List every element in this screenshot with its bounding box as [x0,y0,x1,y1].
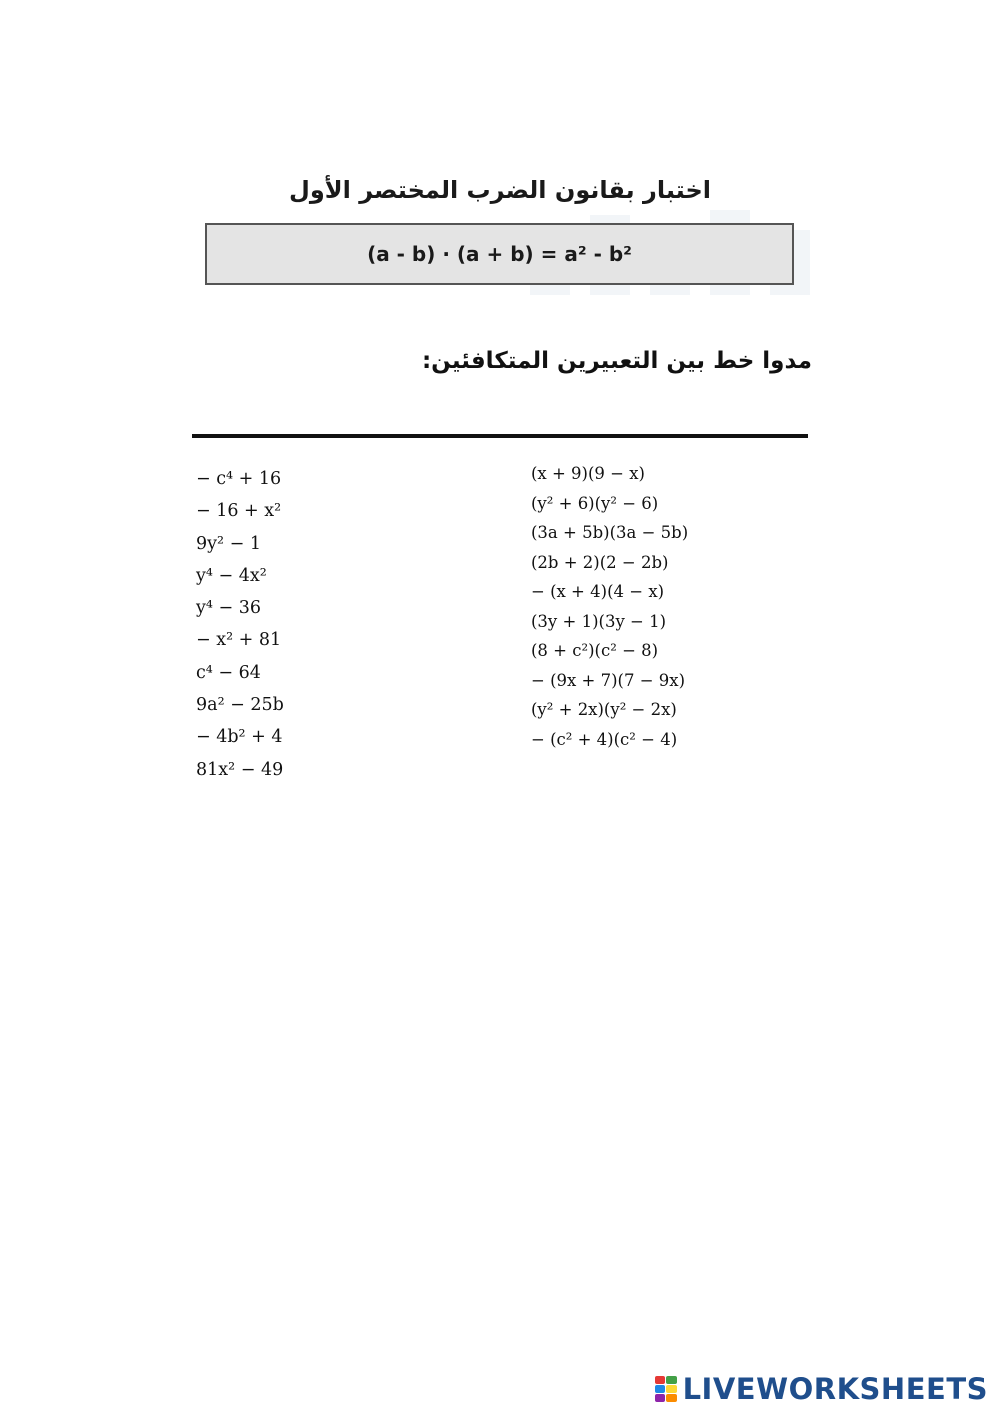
right-expression[interactable]: (3a + 5b)(3a − 5b) [531,523,689,542]
left-expression[interactable]: 9a² − 25b [196,695,284,716]
badge-cell [666,1376,677,1384]
left-expression[interactable]: y⁴ − 36 [196,598,261,619]
right-expression[interactable]: − (c² + 4)(c² − 4) [531,729,678,749]
left-expression[interactable]: y⁴ − 4x² [196,565,267,586]
left-expression[interactable]: − x² + 81 [196,630,282,651]
right-expression[interactable]: (2b + 2)(2 − 2b) [531,552,669,572]
badge-cell [666,1394,677,1402]
page-title: اختبار بقانون الضرب المختصر الأول [289,176,711,205]
right-expression-list [531,462,688,757]
left-expression[interactable]: 9y² − 1 [196,533,261,554]
left-expression[interactable]: − c⁴ + 16 [196,469,282,489]
liveworksheets-badge-icon [655,1376,677,1402]
left-expression[interactable]: − 16 + x² [196,501,282,522]
left-expression[interactable]: − 4b² + 4 [196,727,283,748]
badge-cell [655,1376,666,1384]
divider-line [192,434,808,438]
left-expression[interactable]: 81x² − 49 [196,759,284,780]
right-expression[interactable]: (y² + 2x)(y² − 2x) [531,700,677,719]
liveworksheets-logo [655,1372,988,1406]
left-expression[interactable]: c⁴ − 64 [196,662,261,683]
badge-cell [655,1385,666,1393]
left-expression-list [196,466,284,789]
right-expression[interactable]: (3y + 1)(3y − 1) [531,611,667,631]
badge-cell [666,1385,677,1393]
right-expression[interactable]: (y² + 6)(y² − 6) [531,493,659,513]
liveworksheets-text: LIVEWORKSHEETS [682,1372,988,1406]
formula-text: (a - b) · (a + b) = a² - b² [367,242,632,266]
right-expression[interactable]: − (x + 4)(4 − x) [531,582,665,601]
right-expression[interactable]: (8 + c²)(c² − 8) [531,641,659,660]
right-expression[interactable]: (x + 9)(9 − x) [531,464,645,483]
right-expression[interactable]: − (9x + 7)(7 − 9x) [531,670,686,690]
formula-box [205,223,794,285]
instruction-text: مدوا خط بين التعبيرين المتكافئين: [421,348,812,374]
badge-cell [655,1394,666,1402]
